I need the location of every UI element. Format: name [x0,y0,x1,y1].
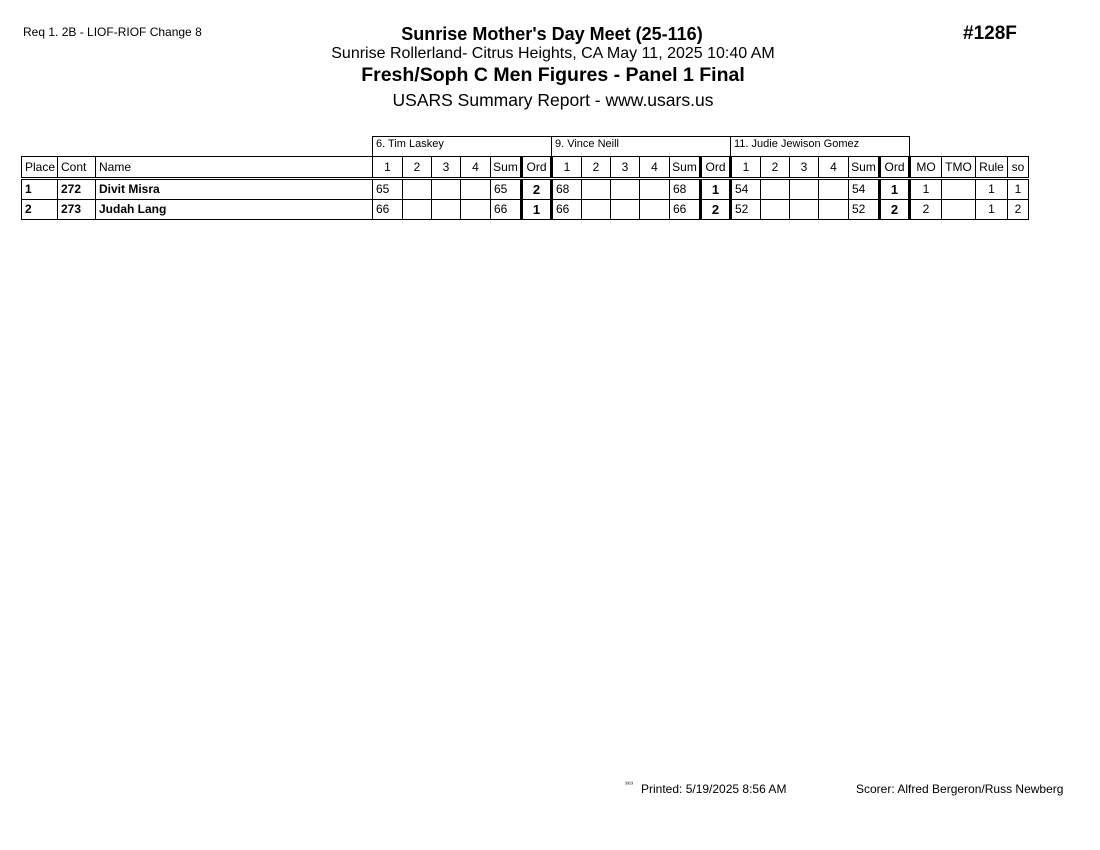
score-cell [432,179,461,200]
col-j3-3: 3 [790,157,819,179]
sum-cell: 66 [491,200,522,220]
score-cell: 68 [552,179,582,200]
col-j1-1: 1 [373,157,403,179]
meet-title: Sunrise Mother's Day Meet (25-116) [401,24,703,44]
col-j3-1: 1 [731,157,761,179]
mo-cell: 2 [910,200,942,220]
score-cell: 52 [731,200,761,220]
score-cell [640,200,670,220]
col-rule: Rule [976,157,1008,179]
name-cell: Judah Lang [96,200,373,220]
col-j2-3: 3 [611,157,640,179]
score-cell: 54 [731,179,761,200]
col-j2-ord: Ord [701,157,731,179]
score-cell [790,179,819,200]
judge-2-name: 9. Vince Neill [552,137,731,157]
col-place: Place [22,157,58,179]
score-cell [819,200,849,220]
score-cell [403,179,432,200]
table-row [22,179,1029,200]
col-j3-2: 2 [761,157,790,179]
mo-cell: 1 [910,179,942,200]
score-cell: 65 [373,179,403,200]
score-cell [582,179,611,200]
place-cell: 2 [22,200,58,220]
col-j1-4: 4 [461,157,491,179]
cont-cell: 272 [58,179,96,200]
event-number: #128F [963,23,1017,44]
score-cell [461,200,491,220]
col-j1-sum: Sum [491,157,522,179]
col-j3-ord: Ord [880,157,910,179]
ord-cell: 1 [701,179,731,200]
ord-cell: 2 [701,200,731,220]
score-cell: 66 [552,200,582,220]
score-cell [611,200,640,220]
ord-cell: 1 [522,200,552,220]
col-j3-sum: Sum [849,157,880,179]
tmo-cell [942,179,976,200]
score-cell [761,200,790,220]
ord-cell: 2 [522,179,552,200]
col-mo: MO [910,157,942,179]
printed-footer [625,782,786,796]
sum-cell: 65 [491,179,522,200]
col-name: Name [96,157,373,179]
rule-cell: 1 [976,179,1008,200]
sum-cell: 68 [670,179,701,200]
name-cell: Divit Misra [96,179,373,200]
column-header-row [22,157,1029,179]
col-j1-ord: Ord [522,157,552,179]
scorer-footer: Scorer: Alfred Bergeron/Russ Newberg [856,782,1064,796]
col-j2-sum: Sum [670,157,701,179]
col-j3-4: 4 [819,157,849,179]
venue-line: Sunrise Rollerland- Citrus Heights, CA May 11, 2025 10:40 AM [331,45,775,62]
sum-cell: 66 [670,200,701,220]
place-cell: 1 [22,179,58,200]
judge-1-name: 6. Tim Laskey [373,137,552,157]
score-cell [761,179,790,200]
ord-cell: 2 [880,200,910,220]
so-cell: 1 [1008,179,1029,200]
col-tmo: TMO [942,157,976,179]
ord-cell: 1 [880,179,910,200]
event-name: Fresh/Soph C Men Figures - Panel 1 Final [361,64,745,86]
sum-cell: 54 [849,179,880,200]
request-note: Req 1. 2B - LIOF-RIOF Change 8 [23,25,202,39]
score-cell [582,200,611,220]
score-cell [790,200,819,220]
score-cell [403,200,432,220]
so-cell: 2 [1008,200,1029,220]
col-so: so [1008,157,1029,179]
rule-cell: 1 [976,200,1008,220]
col-j1-2: 2 [403,157,432,179]
score-cell [432,200,461,220]
tmo-cell [942,200,976,220]
score-cell: 66 [373,200,403,220]
footer-code: ³³¹³ [625,782,633,788]
printed-timestamp: Printed: 5/19/2025 8:56 AM [641,782,787,796]
score-cell [640,179,670,200]
sum-cell: 52 [849,200,880,220]
col-j2-2: 2 [582,157,611,179]
col-j1-3: 3 [432,157,461,179]
score-cell [819,179,849,200]
score-cell [611,179,640,200]
cont-cell: 273 [58,200,96,220]
report-line: USARS Summary Report - www.usars.us [392,90,714,110]
col-j2-4: 4 [640,157,670,179]
judges-row [22,137,1029,157]
table-row [22,200,1029,220]
results-table [21,136,1029,220]
col-j2-1: 1 [552,157,582,179]
col-cont: Cont [58,157,96,179]
judge-3-name: 11. Judie Jewison Gomez [731,137,910,157]
score-cell [461,179,491,200]
